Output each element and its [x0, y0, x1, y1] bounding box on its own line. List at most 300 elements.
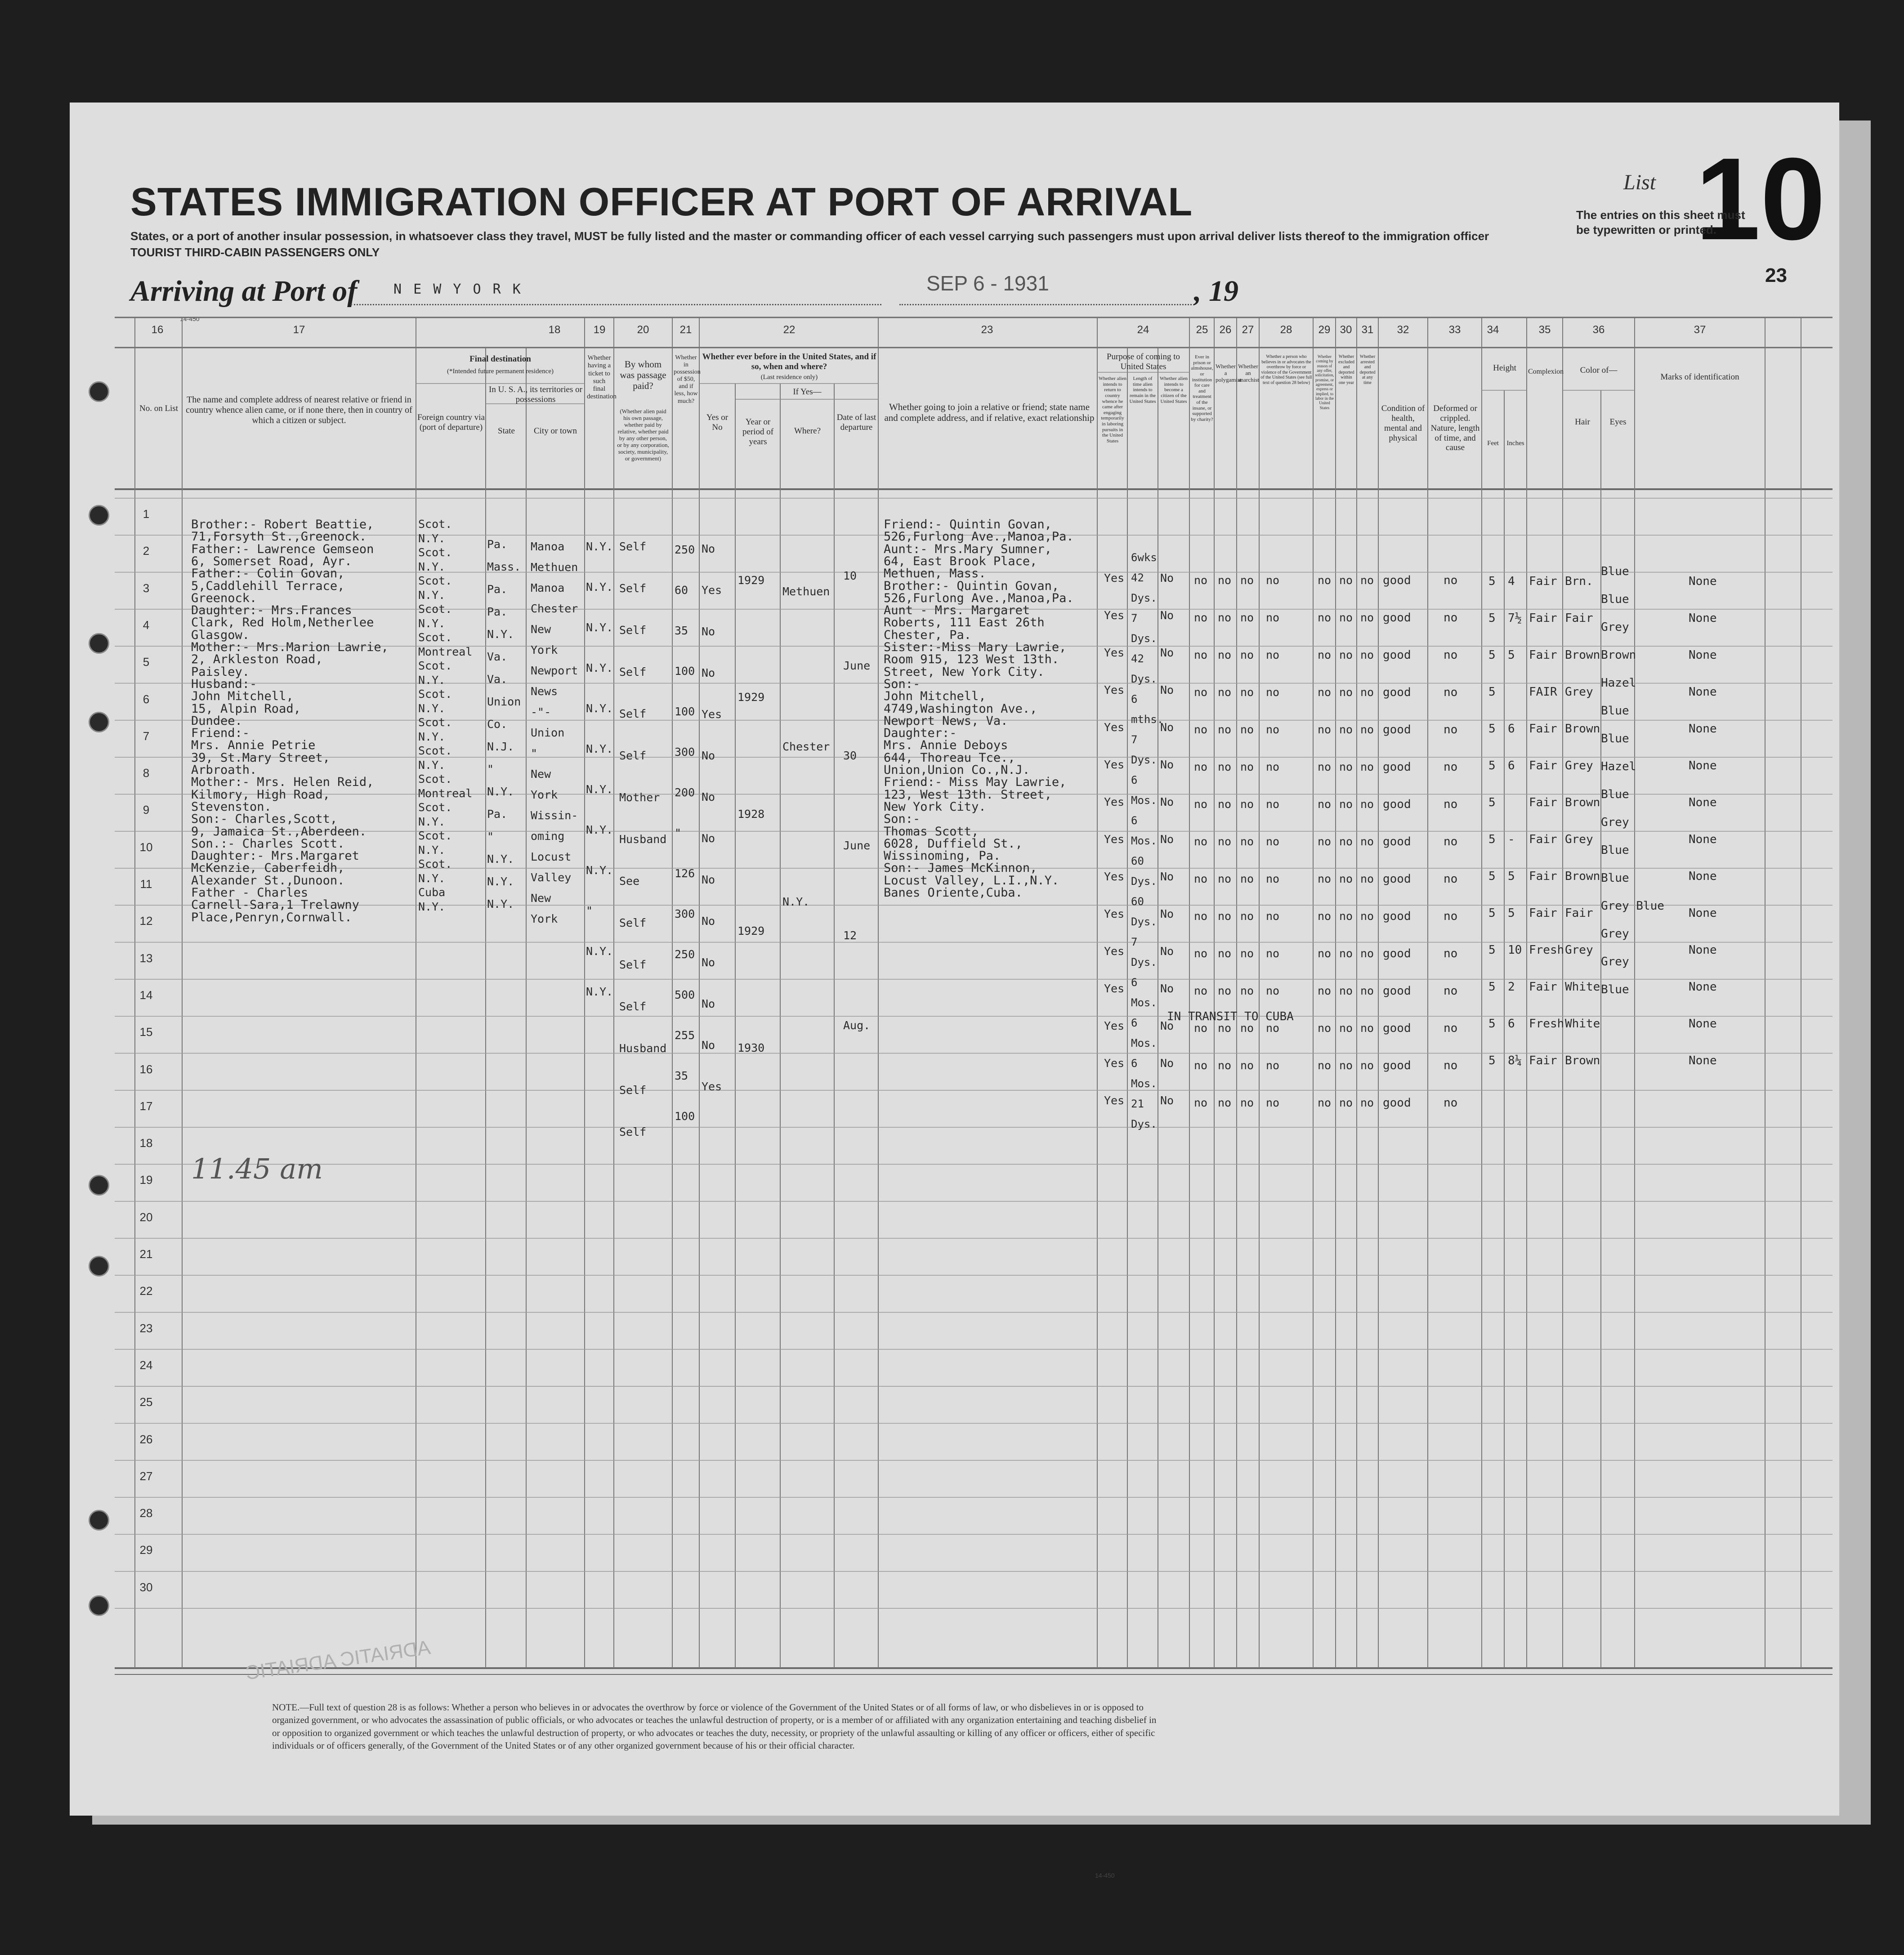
joining-relative-line: Mrs. Annie Deboys [884, 738, 1008, 753]
length-of-stay: Dys. [1131, 956, 1157, 969]
col18b-heading: State [498, 426, 515, 436]
purpose-return: Yes [1104, 795, 1125, 808]
destination-state: N.Y. [487, 875, 514, 888]
deformity: no [1444, 835, 1458, 848]
answer-no: no [1360, 1059, 1374, 1072]
deformity: no [1444, 574, 1458, 587]
purpose-return: Yes [1104, 1094, 1125, 1107]
height-feet: 5 [1488, 870, 1496, 883]
money-in-possession: 250 [675, 543, 695, 556]
passage-paid-by: Husband [619, 833, 667, 846]
years-in-us: 1930 [737, 1041, 765, 1054]
col22-subheading: (Last residence only) [760, 374, 818, 381]
col32-heading: Condition of health, mental and physical [1381, 404, 1425, 443]
row-number: 4 [143, 618, 150, 632]
health-condition: good [1383, 1022, 1411, 1035]
column-number: 34 [1487, 324, 1499, 336]
answer-no: no [1218, 798, 1232, 811]
height-feet: 5 [1488, 1054, 1496, 1067]
destination-state: Pa. [487, 808, 508, 821]
col22-ifyes-heading: If Yes— [793, 387, 822, 397]
relative-address-line: Mother:- Mrs.Marion Lawrie, [191, 640, 389, 654]
eye-color: Blue [1601, 871, 1629, 885]
answer-no: no [1218, 611, 1232, 624]
column-number: 23 [981, 324, 993, 336]
money-in-possession: 300 [675, 745, 695, 759]
answer-no: no [1218, 1096, 1232, 1109]
answer-no: no [1360, 574, 1374, 587]
destination-city: Locust [531, 850, 572, 863]
hair-color: Brown [1565, 870, 1600, 883]
height-feet: 5 [1488, 685, 1496, 699]
destination-via: Scot. [418, 546, 452, 559]
hair-color: Brn. [1565, 575, 1593, 588]
intends-citizen: No [1160, 646, 1174, 659]
column-number: 20 [637, 324, 649, 336]
ticket-destination: N.Y. [586, 783, 613, 796]
destination-via: N.Y. [418, 701, 446, 715]
row-number: 28 [139, 1506, 153, 1520]
binder-hole [89, 633, 109, 654]
answer-no: no [1218, 686, 1232, 699]
relative-address-line: Son.:- Charles Scott. [191, 836, 345, 851]
answer-no: no [1318, 686, 1332, 699]
destination-via: Scot. [418, 574, 452, 587]
col17-heading: The name and complete address of nearest relative or friend in country whence alien came, or if none there, then in country of which a citizen or subject. [186, 395, 412, 425]
row-number: 11 [140, 877, 152, 891]
col34b-heading: Inches [1506, 440, 1524, 447]
joining-relative-line: Street, New York City. [884, 665, 1045, 679]
col26-heading: Whether a polygamist [1216, 363, 1242, 383]
identification-marks: None [1689, 1017, 1717, 1031]
destination-city: Wissin- [531, 809, 578, 822]
answer-no: no [1339, 723, 1353, 736]
joining-relative-line: Aunt - Mrs. Margaret [884, 603, 1030, 618]
manifest-sheet [70, 103, 1839, 1879]
column-number: 29 [1318, 324, 1331, 336]
instruction-line: States, or a port of another insular possession, in whatsoever class they travel, MUST be fully listed and the master or commanding officer of each vessel carrying such passengers must upon arrival deliver lists thereof to the immigration officer [130, 229, 1489, 243]
col23-heading: Whether going to join a relative or friend; state name and complete address, and if relative, exact relationship [884, 402, 1095, 424]
passenger-class-line: TOURIST THIRD-CABIN PASSENGERS ONLY [130, 245, 380, 259]
destination-via: Scot. [418, 772, 452, 786]
destination-city: Newport [531, 664, 578, 677]
height-inches: 6 [1508, 1017, 1515, 1031]
height-feet: 5 [1488, 906, 1496, 920]
health-condition: good [1383, 648, 1411, 662]
destination-city: Manoa [531, 540, 565, 553]
hair-color: Brown [1565, 722, 1600, 736]
col18a-heading: Foreign country via (port of departure) [417, 413, 485, 432]
relative-address-line: Father:- Colin Govan, [191, 567, 345, 581]
destination-city: Union [531, 726, 565, 739]
answer-no: no [1360, 1022, 1374, 1035]
column-number: 19 [593, 324, 606, 336]
destination-via: Scot. [418, 716, 452, 729]
joining-relative-line: 526,Furlong Ave.,Manoa,Pa. [884, 591, 1074, 605]
relative-address-line: Paisley. [191, 665, 250, 679]
years-in-us: 1929 [737, 924, 765, 937]
joining-relative-line: Friend:- Miss May Lawrie, [884, 775, 1067, 790]
answer-no: no [1240, 984, 1254, 997]
answer-no: no [1194, 1022, 1208, 1035]
col22d-heading: Date of last departure [836, 413, 876, 432]
health-condition: good [1383, 798, 1411, 811]
ship-stamp-ghost: ADRIATIC ADRIATIC [244, 1636, 432, 1684]
deformity: no [1444, 686, 1458, 699]
before-in-us: No [702, 915, 715, 928]
passage-paid-by: Self [619, 1125, 647, 1138]
relative-address-line: Glasgow. [191, 628, 250, 642]
joining-relative-line: Son:- James McKinnon, [884, 861, 1037, 875]
answer-no: no [1218, 984, 1232, 997]
answer-no: no [1266, 835, 1280, 848]
deformity: no [1444, 1022, 1458, 1035]
height-feet: 5 [1488, 1017, 1496, 1031]
answer-no: no [1194, 574, 1208, 587]
answer-no: no [1240, 1022, 1254, 1035]
identification-marks: None [1689, 648, 1717, 662]
destination-via: N.Y. [418, 900, 446, 913]
answer-no: no [1266, 611, 1280, 624]
answer-no: no [1266, 1059, 1280, 1072]
purpose-return: Yes [1104, 1019, 1125, 1032]
answer-no: no [1360, 723, 1374, 736]
hair-color: White [1565, 980, 1600, 994]
relative-address-line: Arbroath. [191, 763, 257, 777]
passage-paid-by: Self [619, 540, 647, 553]
row-number: 26 [139, 1432, 153, 1446]
answer-no: no [1218, 648, 1232, 661]
answer-no: no [1360, 984, 1374, 997]
answer-no: no [1318, 872, 1332, 885]
answer-no: no [1266, 1022, 1280, 1035]
binder-hole [89, 505, 109, 526]
relative-address-line: 5,Caddlehill Terrace, [191, 579, 345, 593]
row-number: 5 [143, 655, 150, 669]
answer-no: no [1318, 760, 1332, 773]
intends-citizen: No [1160, 609, 1174, 622]
relative-address-line: 39, St.Mary Street, [191, 750, 330, 765]
destination-via: Montreal [418, 786, 473, 800]
eye-color: Grey [1601, 816, 1629, 829]
joining-relative-line: Daughter:- [884, 726, 957, 741]
before-in-us: No [702, 873, 715, 886]
passage-paid-by: Self [619, 749, 647, 762]
destination-via: N.Y. [418, 588, 446, 602]
height-inches: 7½ [1508, 611, 1522, 625]
destination-state: Co. [487, 718, 508, 731]
height-feet: 5 [1488, 833, 1496, 846]
col20-subheading: (Whether alien paid his own passage, whether paid by relative, whether paid by any other person, or by any corporation, society, municipality, or government) [617, 408, 669, 462]
eye-color: Hazel [1601, 676, 1636, 690]
answer-no: no [1266, 872, 1280, 885]
before-in-us: No [702, 956, 715, 969]
row-number: 10 [139, 840, 153, 854]
last-departure: Aug. [843, 1019, 871, 1032]
length-of-stay: 60 [1131, 855, 1144, 867]
destination-via: Scot. [418, 687, 452, 701]
destination-state: N.Y. [487, 853, 514, 866]
purpose-return: Yes [1104, 609, 1125, 622]
answer-no: no [1339, 574, 1353, 587]
answer-no: no [1339, 798, 1353, 811]
complexion: Fair [1529, 906, 1557, 920]
intends-citizen: No [1160, 945, 1174, 958]
destination-via: Scot. [418, 829, 452, 842]
destination-state: Union [487, 695, 521, 708]
length-of-stay: 7 [1131, 936, 1138, 948]
answer-no: no [1194, 910, 1208, 923]
answer-no: no [1266, 1096, 1280, 1109]
row-number: 27 [139, 1469, 153, 1483]
joining-relative-line: Brother:- Quintin Govan, [884, 579, 1059, 593]
col22a-heading: Yes or No [706, 413, 729, 432]
col18c-heading: City or town [533, 426, 577, 436]
passage-paid-by: Self [619, 916, 647, 929]
answer-no: no [1339, 686, 1353, 699]
answer-no: no [1218, 910, 1232, 923]
intends-citizen: No [1160, 571, 1174, 585]
destination-state: N.Y. [487, 897, 514, 911]
answer-no: no [1360, 910, 1374, 923]
purpose-return: Yes [1104, 1057, 1125, 1070]
health-condition: good [1383, 947, 1411, 960]
destination-via: Scot. [418, 801, 452, 814]
length-of-stay: Dys. [1131, 1118, 1157, 1130]
height-feet: 5 [1488, 611, 1496, 625]
height-inches: 4 [1508, 575, 1515, 588]
relative-address-line: Mother:- Mrs. Helen Reid, [191, 775, 374, 790]
row-number: 25 [139, 1395, 153, 1409]
column-number: 24 [1137, 324, 1149, 336]
joining-relative-line: Roberts, 111 East 26th [884, 616, 1045, 630]
intends-citizen: No [1160, 870, 1174, 883]
deformity: no [1444, 984, 1458, 998]
answer-no: no [1318, 574, 1332, 587]
answer-no: no [1339, 648, 1353, 661]
deformity: no [1444, 611, 1458, 625]
row-number: 14 [139, 988, 153, 1002]
money-in-possession: 250 [675, 948, 695, 961]
intends-citizen: No [1160, 758, 1174, 771]
health-condition: good [1383, 872, 1411, 886]
answer-no: no [1240, 611, 1254, 624]
destination-state: Mass. [487, 560, 521, 573]
answer-no: no [1218, 947, 1232, 960]
answer-no: no [1240, 1059, 1254, 1072]
before-in-us: No [702, 790, 715, 803]
column-number: 27 [1242, 324, 1254, 336]
height-inches: 6 [1508, 759, 1515, 772]
col34-heading: Height [1493, 363, 1516, 373]
health-condition: good [1383, 910, 1411, 923]
answer-no: no [1218, 835, 1232, 848]
relative-address-line: 2, Arkleston Road, [191, 652, 323, 667]
length-of-stay: 42 [1131, 571, 1144, 584]
joining-relative-line: New York City. [884, 799, 986, 814]
relative-address-line: Father - Charles [191, 886, 308, 900]
answer-no: no [1339, 835, 1353, 848]
length-of-stay: Mos. [1131, 794, 1157, 807]
relative-address-line: 9, Jamaica St.,Aberdeen. [191, 824, 367, 839]
last-departure: June [843, 839, 871, 852]
passage-paid-by: Self [619, 624, 647, 637]
before-in-us: No [702, 625, 715, 638]
deformity: no [1444, 648, 1458, 662]
height-feet: 5 [1488, 648, 1496, 662]
answer-no: no [1194, 723, 1208, 736]
answer-no: no [1266, 648, 1280, 661]
answer-no: no [1318, 984, 1332, 997]
ticket-destination: N.Y. [586, 702, 613, 715]
row-number: 24 [139, 1358, 153, 1372]
row-number: 8 [143, 766, 150, 780]
ticket-destination: N.Y. [586, 945, 613, 958]
answer-no: no [1360, 611, 1374, 624]
relative-address-line: Friend:- [191, 726, 250, 741]
list-note-2: be typewritten or printed. [1576, 223, 1717, 237]
row-number: 22 [139, 1284, 153, 1298]
destination-city: York [531, 912, 558, 925]
joining-relative-line: Friend:- Quintin Govan, [884, 518, 1052, 531]
col20-heading: By whom was passage paid? [620, 359, 666, 392]
destination-city: New [531, 892, 551, 905]
form-id-bottom: 14-450 [1095, 1872, 1115, 1879]
hair-color: Grey [1565, 943, 1593, 957]
height-inches: 5 [1508, 906, 1515, 920]
money-in-possession: " [675, 826, 682, 839]
answer-no: no [1218, 723, 1232, 736]
joining-relative-line: Aunt:- Mrs.Mary Sumner, [884, 542, 1052, 556]
ticket-destination: N.Y. [586, 540, 613, 553]
identification-marks: None [1689, 833, 1717, 846]
joining-relative-line: 64, East Brook Place, [884, 554, 1037, 568]
passage-paid-by: Self [619, 707, 647, 720]
before-in-us: No [702, 997, 715, 1010]
answer-no: no [1339, 1059, 1353, 1072]
answer-no: no [1360, 835, 1374, 848]
eye-color: Blue [1601, 788, 1629, 801]
identification-marks: None [1689, 796, 1717, 809]
passage-paid-by: Mother [619, 791, 660, 804]
row-number: 29 [139, 1543, 153, 1557]
relative-address-line: Dundee. [191, 714, 242, 728]
ticket-destination: N.Y. [586, 661, 613, 674]
passage-paid-by: Self [619, 958, 647, 971]
purpose-return: Yes [1104, 870, 1125, 883]
row-number: 17 [139, 1099, 153, 1113]
intends-citizen: No [1160, 683, 1174, 696]
ticket-destination: N.Y. [586, 742, 613, 755]
column-number: 30 [1340, 324, 1352, 336]
height-inches: 5 [1508, 648, 1515, 662]
length-of-stay: Dys. [1131, 632, 1157, 645]
col18-subheading: (*Intended future permanent residence) [447, 368, 554, 375]
page-title: STATES IMMIGRATION OFFICER AT PORT OF ARRIVAL [130, 179, 1193, 224]
height-feet: 5 [1488, 796, 1496, 809]
destination-via: Scot. [418, 603, 452, 616]
answer-no: no [1360, 1096, 1374, 1109]
where-in-us: Chester [782, 740, 830, 753]
destination-via: N.Y. [418, 560, 446, 573]
joining-relative-line: Banes Oriente,Cuba. [884, 886, 1023, 900]
answer-no: no [1266, 760, 1280, 773]
answer-no: no [1318, 798, 1332, 811]
col19-heading: Whether having a ticket to such final destination [587, 354, 617, 401]
passage-paid-by: Self [619, 665, 647, 678]
intends-citizen: No [1160, 1094, 1174, 1107]
column-number: 36 [1592, 324, 1605, 336]
row-number: 23 [139, 1321, 153, 1335]
joining-relative-line: Thomas Scott, [884, 824, 979, 839]
transit-note: IN TRANSIT TO CUBA [1167, 1010, 1294, 1023]
col36b-heading: Eyes [1609, 417, 1627, 427]
answer-no: no [1240, 686, 1254, 699]
joining-relative-line: 4749,Washington Ave., [884, 701, 1037, 716]
destination-via: Scot. [418, 744, 452, 757]
height-feet: 5 [1488, 575, 1496, 588]
destination-state: " [487, 763, 494, 776]
answer-no: no [1218, 872, 1232, 885]
col21-heading: Whether in possession of $50, and if less, how much? [674, 354, 701, 405]
column-number: 18 [548, 324, 561, 336]
money-in-possession: 200 [675, 786, 695, 799]
answer-no: no [1194, 686, 1208, 699]
col25-heading: Ever in prison or almshouse, or institution for care and treatment of the insane, or supported by charity? [1191, 354, 1213, 423]
eye-color: Hazel [1601, 760, 1636, 773]
money-in-possession: 35 [675, 1069, 688, 1082]
destination-city: Methuen [531, 561, 578, 574]
joining-relative-line: Union,Union Co.,N.J. [884, 763, 1030, 777]
col29-heading: Whether coming by reason of any offer, solicitation, promise, or agreement, express or implied, to labor in the United States [1315, 354, 1334, 410]
column-number: 17 [293, 324, 305, 336]
height-inches: 5 [1508, 870, 1515, 883]
identification-marks: None [1689, 759, 1717, 772]
deformity: no [1444, 910, 1458, 923]
column-number: 22 [783, 324, 796, 336]
answer-no: no [1339, 947, 1353, 960]
passage-paid-by: Self [619, 582, 647, 595]
health-condition: good [1383, 686, 1411, 699]
binder-hole [89, 1175, 109, 1196]
destination-city: York [531, 643, 558, 656]
hair-color: Fair [1565, 906, 1593, 920]
destination-city: News [531, 685, 558, 698]
answer-no: no [1194, 760, 1208, 773]
answer-no: no [1360, 760, 1374, 773]
answer-no: no [1266, 686, 1280, 699]
answer-no: no [1339, 1022, 1353, 1035]
list-note-1: The entries on this sheet must [1576, 208, 1745, 222]
column-number: 26 [1219, 324, 1232, 336]
complexion: Fair [1529, 796, 1557, 809]
relative-address-line: McKenzie, Caberfeidh, [191, 861, 345, 875]
answer-no: no [1266, 574, 1280, 587]
col22-heading: Whether ever before in the United States, and if so, when and where? [702, 352, 876, 371]
destination-state: Pa. [487, 605, 508, 618]
eye-color: Blue [1601, 844, 1629, 857]
answer-no: no [1240, 760, 1254, 773]
eye-color: Blue [1601, 565, 1629, 578]
answer-no: no [1339, 611, 1353, 624]
col30-heading: Whether excluded and deported within one year [1338, 354, 1355, 385]
length-of-stay: Dys. [1131, 673, 1157, 685]
last-departure: 30 [843, 749, 857, 762]
passage-paid-by: Self [619, 1000, 647, 1013]
intends-citizen: No [1160, 982, 1174, 995]
answer-no: no [1318, 611, 1332, 624]
answer-no: no [1360, 648, 1374, 661]
